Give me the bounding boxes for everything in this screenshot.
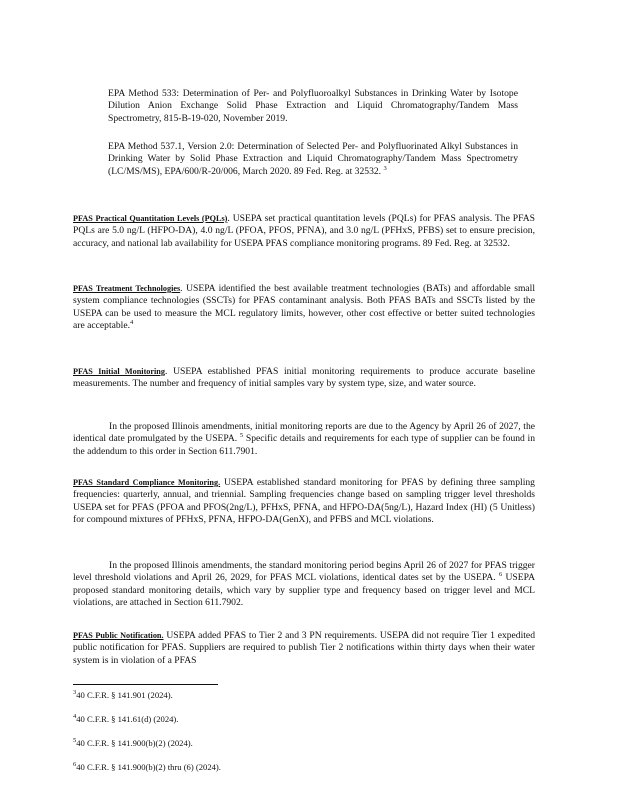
- section-heading: PFAS Standard Compliance Monitoring.: [73, 478, 221, 487]
- footnote: $^4$40 C.F.R. § 141.61(d) (2024).: [73, 713, 179, 724]
- section-pql: PFAS Practical Quantitation Levels (PQLs). USEPA set practical quantitation levels (PQLs) for PFAS analysis. The PFAS PQLs are 5.0 ng/L (HFPO-DA), 4.0 ng/L (PFOA, PFOS, PFNA), and 3.0 ng/L (PFHxS, PFBS) set to ensure precision, accuracy, and national lab availability for USEPA PFAS compliance monitoring programs. 89 Fed. Reg. at 32532.: [73, 213, 535, 249]
- footnote-ref[interactable]: 3: [383, 164, 387, 172]
- footnote-ref[interactable]: 4: [129, 319, 134, 327]
- footnote-divider: [73, 684, 218, 685]
- paragraph-illinois-initial: In the proposed Illinois amendments, initial monitoring reports are due to the Agency by April 26 of 2027, the identical date promulgated by the USEPA. $^5$ Specific details and requirements for each type of supplier can be found in the addendum to this order in Section 611.7901.: [73, 421, 535, 457]
- footnote: $^6$40 C.F.R. § 141.900(b)(2) thru (6) (2024).: [73, 761, 221, 772]
- section-heading: PFAS Treatment Technologies: [73, 284, 181, 293]
- section-treatment: PFAS Treatment Technologies. USEPA identified the best available treatment technologies (BATs) and affordable small system compliance technologies (SSCTs) for PFAS contaminant analysis. Both PFAS BATs and SSCTs listed by the USEPA can be used to measure the MCL regulatory limits, however, other cost effective or better suited technologies are acceptable.$^4$: [73, 283, 535, 332]
- section-standard-monitoring: PFAS Standard Compliance Monitoring. USEPA established standard monitoring for PFAS by defining three sampling frequencies: quarterly, annual, and triennial. Sampling frequencies change based on sampling trigger level thresholds USEPA set for PFAS (PFOA and PFOS(2ng/L), PFHxS, PFNA, and HFPO-DA(5ng/L), Hazard Index (HI) (5 Unitless) for compound mixtures of PFHxS, PFNA, HFPO-DA(GenX), and PFBS and MCL violations.: [73, 477, 535, 526]
- footnote-ref[interactable]: 6: [498, 571, 503, 579]
- section-heading: PFAS Practical Quantitation Levels (PQLs): [73, 214, 228, 223]
- footnote: $^5$40 C.F.R. § 141.900(b)(2) (2024).: [73, 737, 193, 748]
- footnote: $^3$40 C.F.R. § 141.901 (2024).: [73, 689, 173, 700]
- section-heading: PFAS Public Notification.: [73, 631, 164, 640]
- footnote-ref[interactable]: 5: [239, 432, 244, 440]
- paragraph-illinois-standard: In the proposed Illinois amendments, the standard monitoring period begins April 26 of 2027 for PFAS trigger level threshold violations and April 26, 2029, for PFAS MCL violations, identical dates set by the USEPA. $^6$ USEPA proposed standard monitoring details, which vary by supplier type and frequency based on trigger level and MCL violations, are attached in Section 611.7902.: [73, 560, 535, 609]
- section-heading: PFAS Initial Monitoring: [73, 367, 165, 376]
- reference-epa-537: EPA Method 537.1, Version 2.0: Determination of Selected Per- and Polyfluorinated Alkyl Substances in Drinking Water by Solid Phase Extraction and Liquid Chromatography/Tandem Mass Spectrometry (LC/MS/MS), EPA/600/R-20/006, March 2020. 89 Fed. Reg. at 32532. $^3$: [108, 141, 518, 177]
- section-public-notification: PFAS Public Notification. USEPA added PFAS to Tier 2 and 3 PN requirements. USEPA did not require Tier 1 expedited public notification for PFAS. Suppliers are required to publish Tier 2 notifications within thirty days when their water system is in violation of a PFAS: [73, 630, 535, 666]
- section-initial-monitoring: PFAS Initial Monitoring. USEPA established PFAS initial monitoring requirements to produce accurate baseline measurements. The number and frequency of initial samples vary by system type, size, and water source.: [73, 366, 535, 390]
- reference-epa-533: EPA Method 533: Determination of Per- and Polyfluoroalkyl Substances in Drinking Water by Isotope Dilution Anion Exchange Solid Phase Extraction and Liquid Chromatography/Tandem Mass Spectrometry, 815-B-19-020, November 2019.: [108, 88, 518, 124]
